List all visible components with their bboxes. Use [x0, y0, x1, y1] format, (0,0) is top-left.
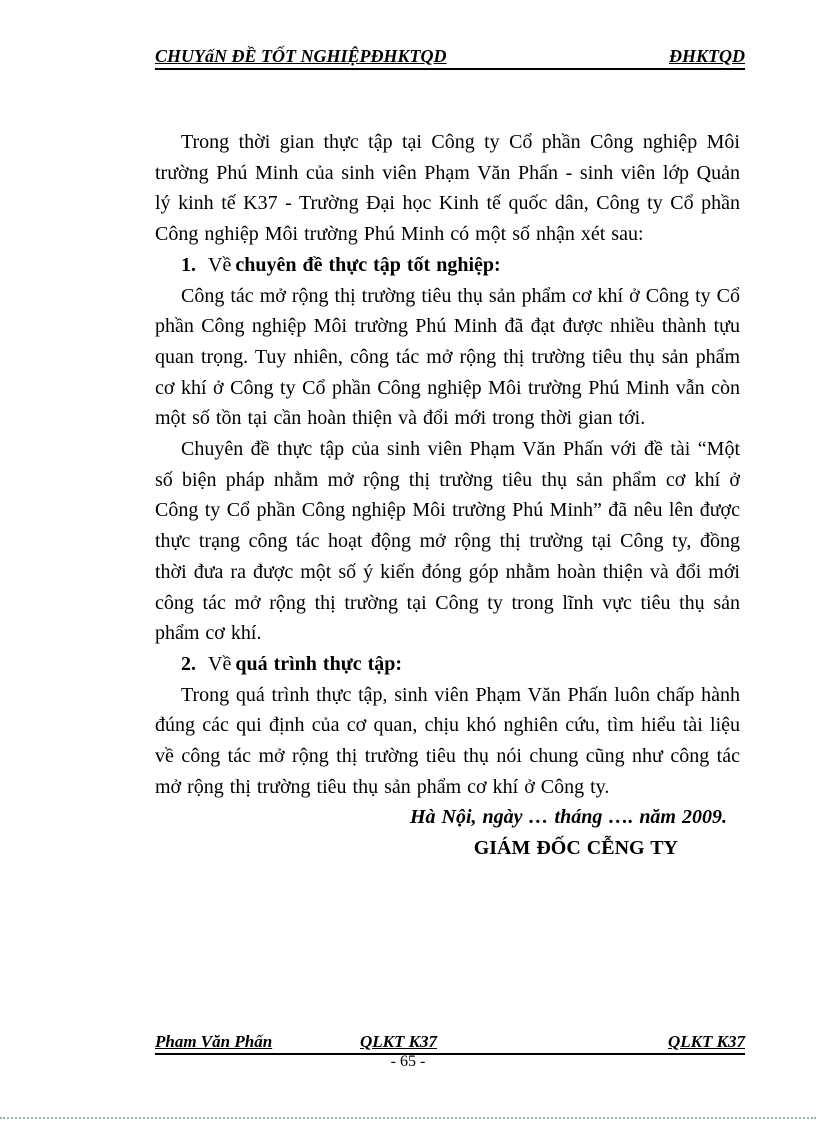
section-2-paragraph-1: Trong quá trình thực tập, sinh viên Phạm Văn Phấn luôn chấp hành đúng các qui định của cơ quan, chịu khó nghiên cứu, tìm hiểu tài liệu về công tác mở rộng thị trường tiêu thụ nói chung cũng như công tác mở rộng thị trường tiêu thụ sản phẩm cơ khí ở Công ty.: [155, 683, 740, 798]
footer-author: Pham Văn Phấn: [155, 1032, 273, 1051]
section-1-prefix: Về: [208, 253, 232, 276]
section-1-heading: [155, 250, 740, 281]
signer-title: GIÁM ĐỐC CỄNG TY: [473, 837, 678, 860]
section-2-number: 2.: [181, 652, 196, 675]
page-header: [155, 46, 745, 70]
section-1-paragraph-1: Công tác mở rộng thị trường tiêu thụ sản phẩm cơ khí ở Công ty Cổ phần Công nghiệp Môi trường Phú Minh đã đạt được nhiều thành tựu quan trọng. Tuy nhiên, công tác mở rộng thị trường tiêu thụ sản phẩm cơ khí ở Công ty Cổ phần Công nghiệp Môi trường Phú Minh vẫn còn một số tồn tại cần hoàn thiện và đổi mới trong thời gian tới.: [155, 284, 740, 430]
header-left-title: CHUYấN ĐỀ TỐT NGHIỆPĐHKTQD: [155, 46, 447, 66]
page-number: - 65 -: [390, 1053, 426, 1070]
closing-date-line: Hà Nội, ngày … tháng …. năm 2009.: [409, 806, 727, 829]
section-1-title: chuyên đề thực tập tốt nghiệp:: [235, 253, 501, 276]
header-right-title: ĐHKTQD: [669, 46, 745, 66]
section-2-prefix: Về: [208, 652, 232, 675]
document-body: [155, 127, 740, 864]
section-1-number: 1.: [181, 253, 196, 276]
section-1-paragraph-2: Chuyên đề thực tập của sinh viên Phạm Văn Phấn với đề tài “Một số biện pháp nhằm mở rộng thị trường tiêu thụ sản phẩm cơ khí ở Công ty Cổ phần Công nghiệp Môi trường Phú Minh” đã nêu lên được thực trạng công tác hoạt động mở rộng thị trường tại Công ty, đồng thời đưa ra được một số ý kiến đóng góp nhằm hoàn thiện và đổi mới công tác mở rộng thị trường tại Công ty trong lĩnh vực tiêu thụ sản phẩm cơ khí.: [155, 438, 740, 645]
section-2-title: quá trình thực tập:: [235, 652, 403, 675]
footer-class-center: QLKT K37: [360, 1032, 437, 1051]
page-bottom-dotted-line: [0, 1117, 816, 1119]
page-footer: [155, 1030, 745, 1055]
footer-class-right: QLKT K37: [668, 1032, 745, 1051]
intro-paragraph: Trong thời gian thực tập tại Công ty Cổ phần Công nghiệp Môi trường Phú Minh của sinh viên Phạm Văn Phấn - sinh viên lớp Quản lý kinh tế K37 - Trường Đại học Kinh tế quốc dân, Công ty Cổ phần Công nghiệp Môi trường Phú Minh có một số nhận xét sau:: [155, 131, 740, 246]
section-2-heading: [155, 649, 740, 680]
